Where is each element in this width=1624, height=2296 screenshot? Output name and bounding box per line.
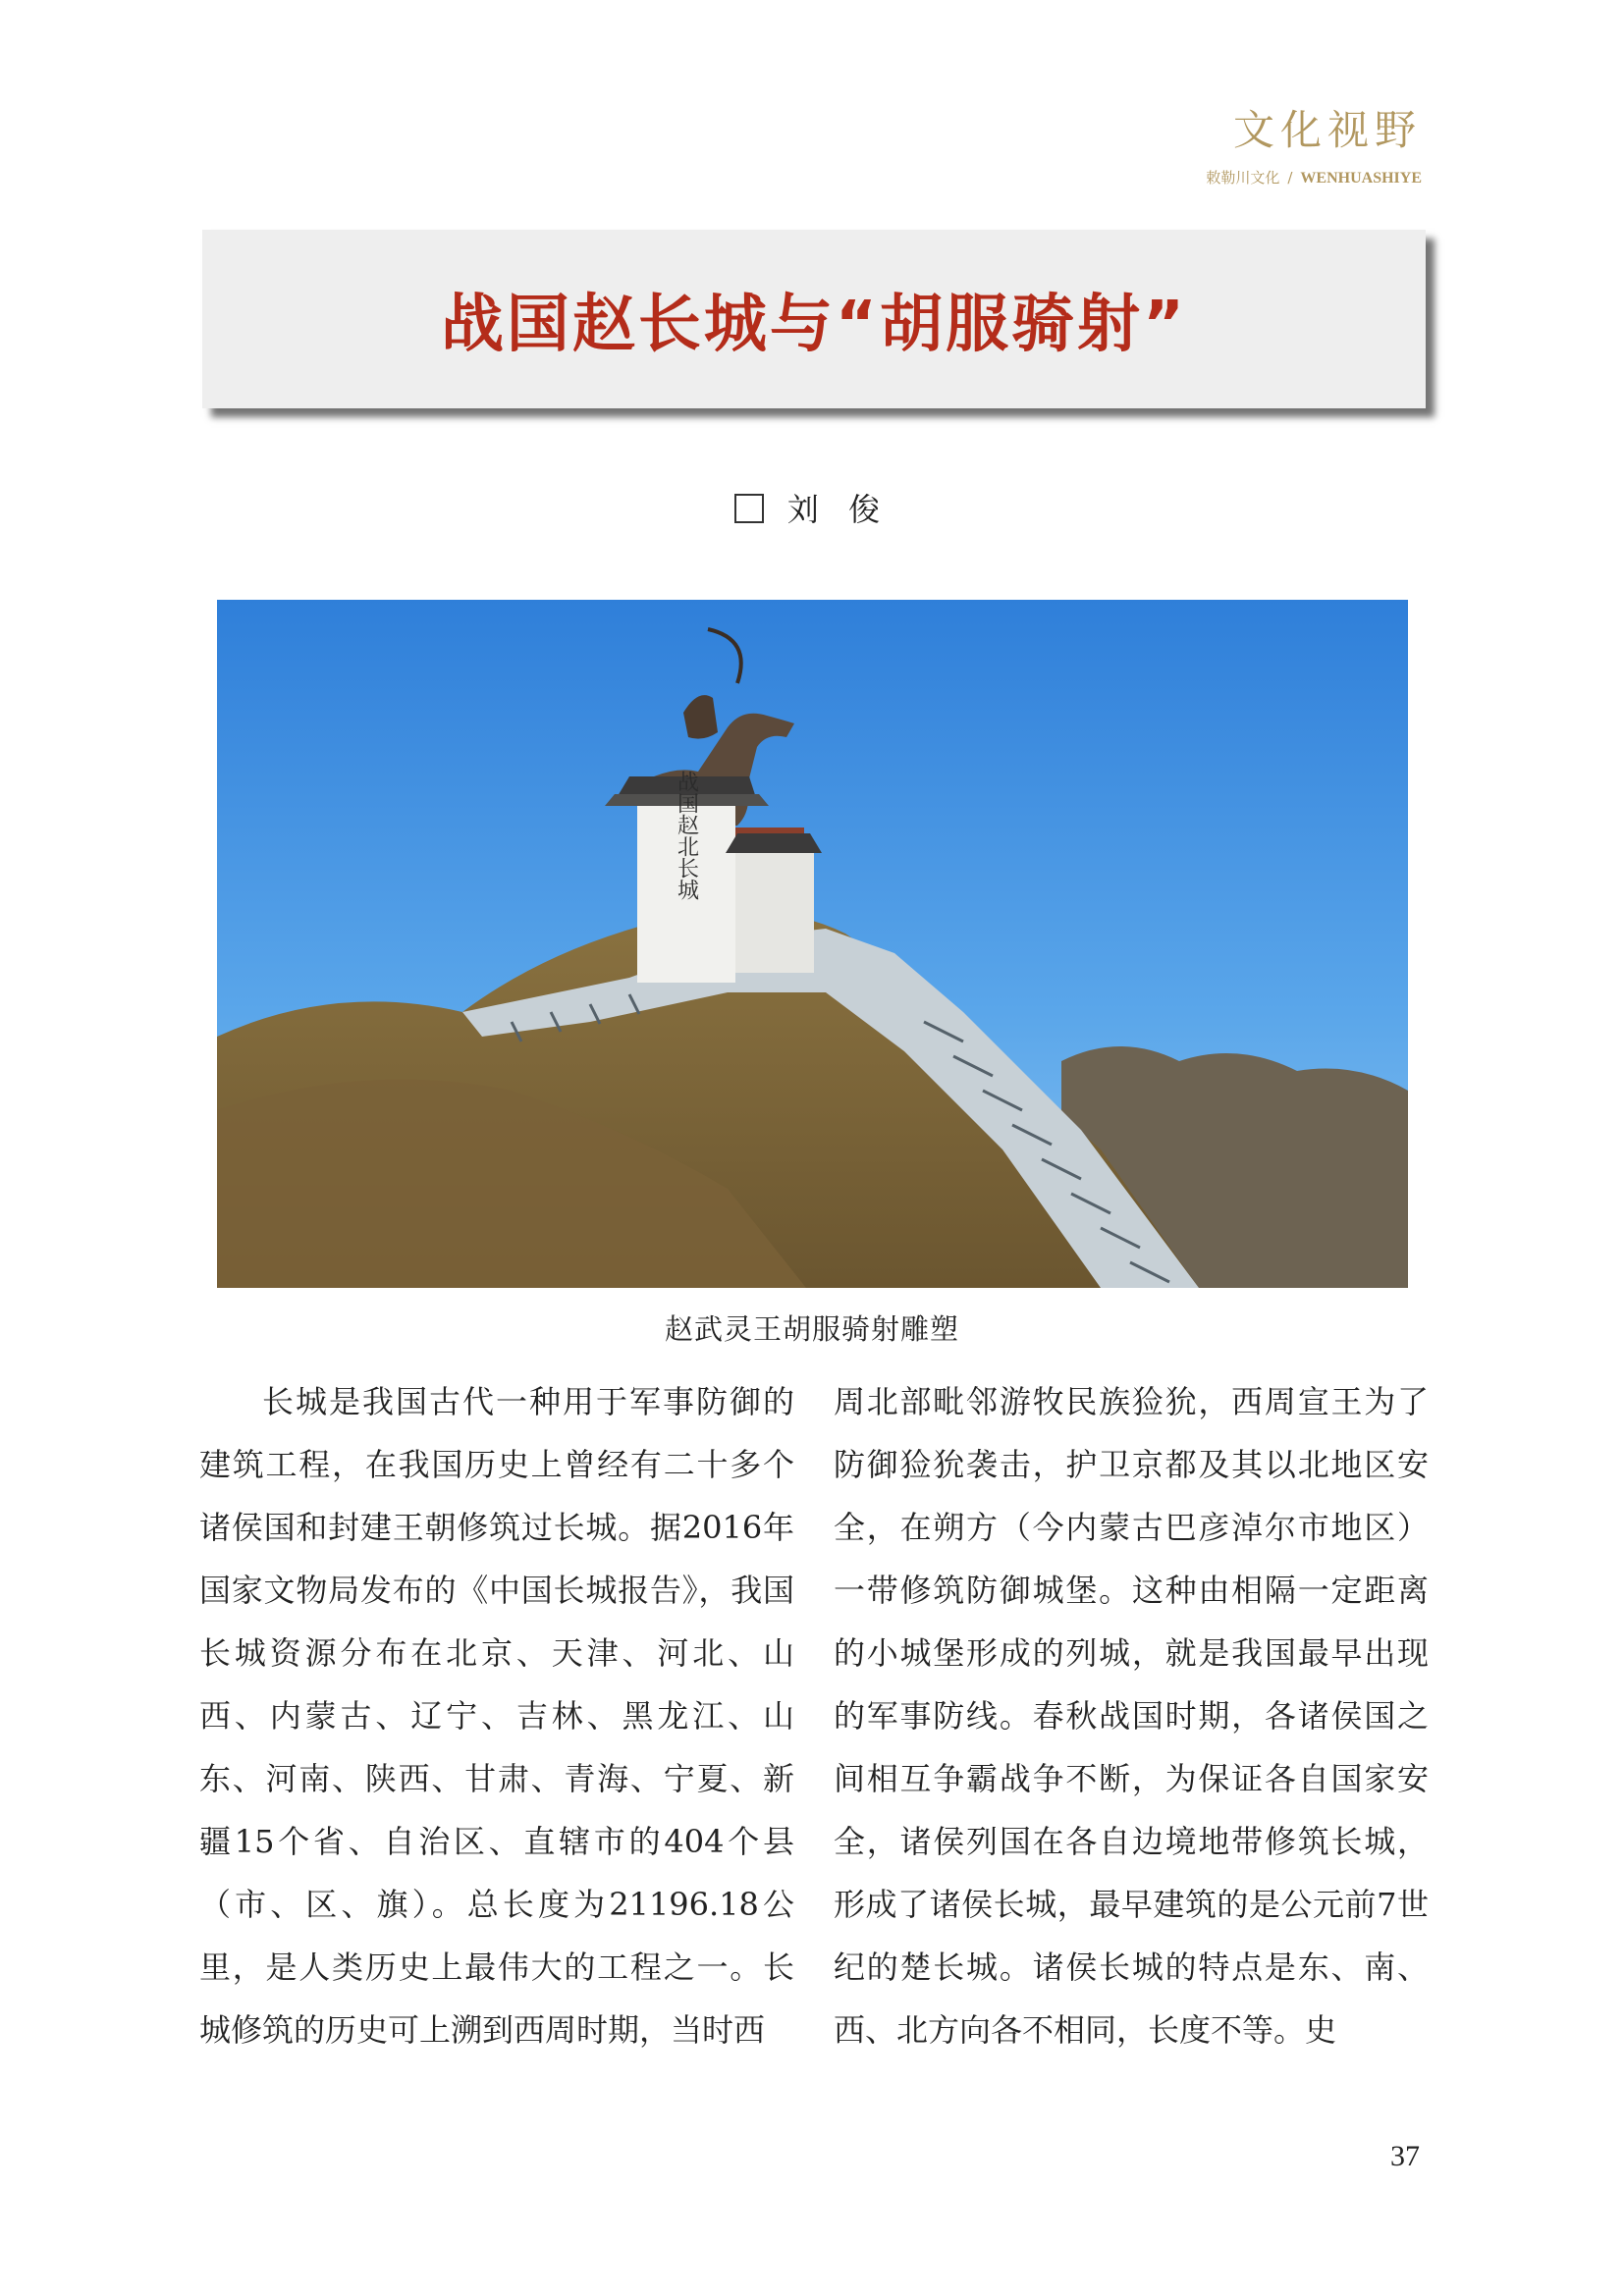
article-column-left xyxy=(199,1370,794,2061)
section-title: 文化视野 xyxy=(1232,106,1422,154)
article-column-right xyxy=(834,1370,1429,2061)
photo-caption: 赵武灵王胡服骑射雕塑 xyxy=(664,1312,959,1346)
section-subtitle-cn: 敕勒川文化 xyxy=(1206,169,1280,187)
byline xyxy=(0,485,1624,530)
article-photo xyxy=(217,600,1408,1288)
byline-box-icon xyxy=(734,494,764,523)
section-header xyxy=(1206,106,1422,187)
section-subtitle xyxy=(1206,167,1422,187)
monument-inscription: 战国赵北长城 xyxy=(674,771,699,900)
title-banner xyxy=(202,230,1426,408)
article-paragraph: 长城是我国古代一种用于军事防御的建筑工程，在我国历史上曾经有二十多个诸侯国和封建王朝修筑过长城。据2016年国家文物局发布的《中国长城报告》，我国长城资源分布在北京、天津、河北、山西、内蒙古、辽宁、吉林、黑龙江、山东、河南、陕西、甘肃、青海、宁夏、新疆15个省、自治区、直辖市的404个县（市、区、旗）。总长度为21196.18公里，是人类历史上最伟大的工程之一。长城修筑的历史可上溯到西周时期，当时西 xyxy=(199,1383,794,2049)
article-title: 战国赵长城与“胡服骑射” xyxy=(440,289,1188,361)
author-name: 刘 俊 xyxy=(786,491,891,528)
section-subtitle-en: WENHUASHIYE xyxy=(1300,170,1422,187)
info-plaque xyxy=(735,850,814,973)
statue-photo-illustration xyxy=(217,600,1408,1288)
plaque-roof xyxy=(726,833,822,853)
page-number: 37 xyxy=(1390,2140,1420,2172)
article-paragraph-continued: 周北部毗邻游牧民族猃狁，西周宣王为了防御猃狁袭击，护卫京都及其以北地区安全，在朔方（今内蒙古巴彦淖尔市地区）一带修筑防御城堡。这种由相隔一定距离的小城堡形成的列城，就是我国最早出现的军事防线。春秋战国时期，各诸侯国之间相互争霸战争不断，为保证各自国家安全，诸侯列国在各自边境地带修筑长城，形成了诸侯长城，最早建筑的是公元前7世纪的楚长城。诸侯长城的特点是东、南、西、北方向各不相同，长度不等。史 xyxy=(834,1383,1429,2049)
section-subtitle-slash: / xyxy=(1287,169,1293,187)
